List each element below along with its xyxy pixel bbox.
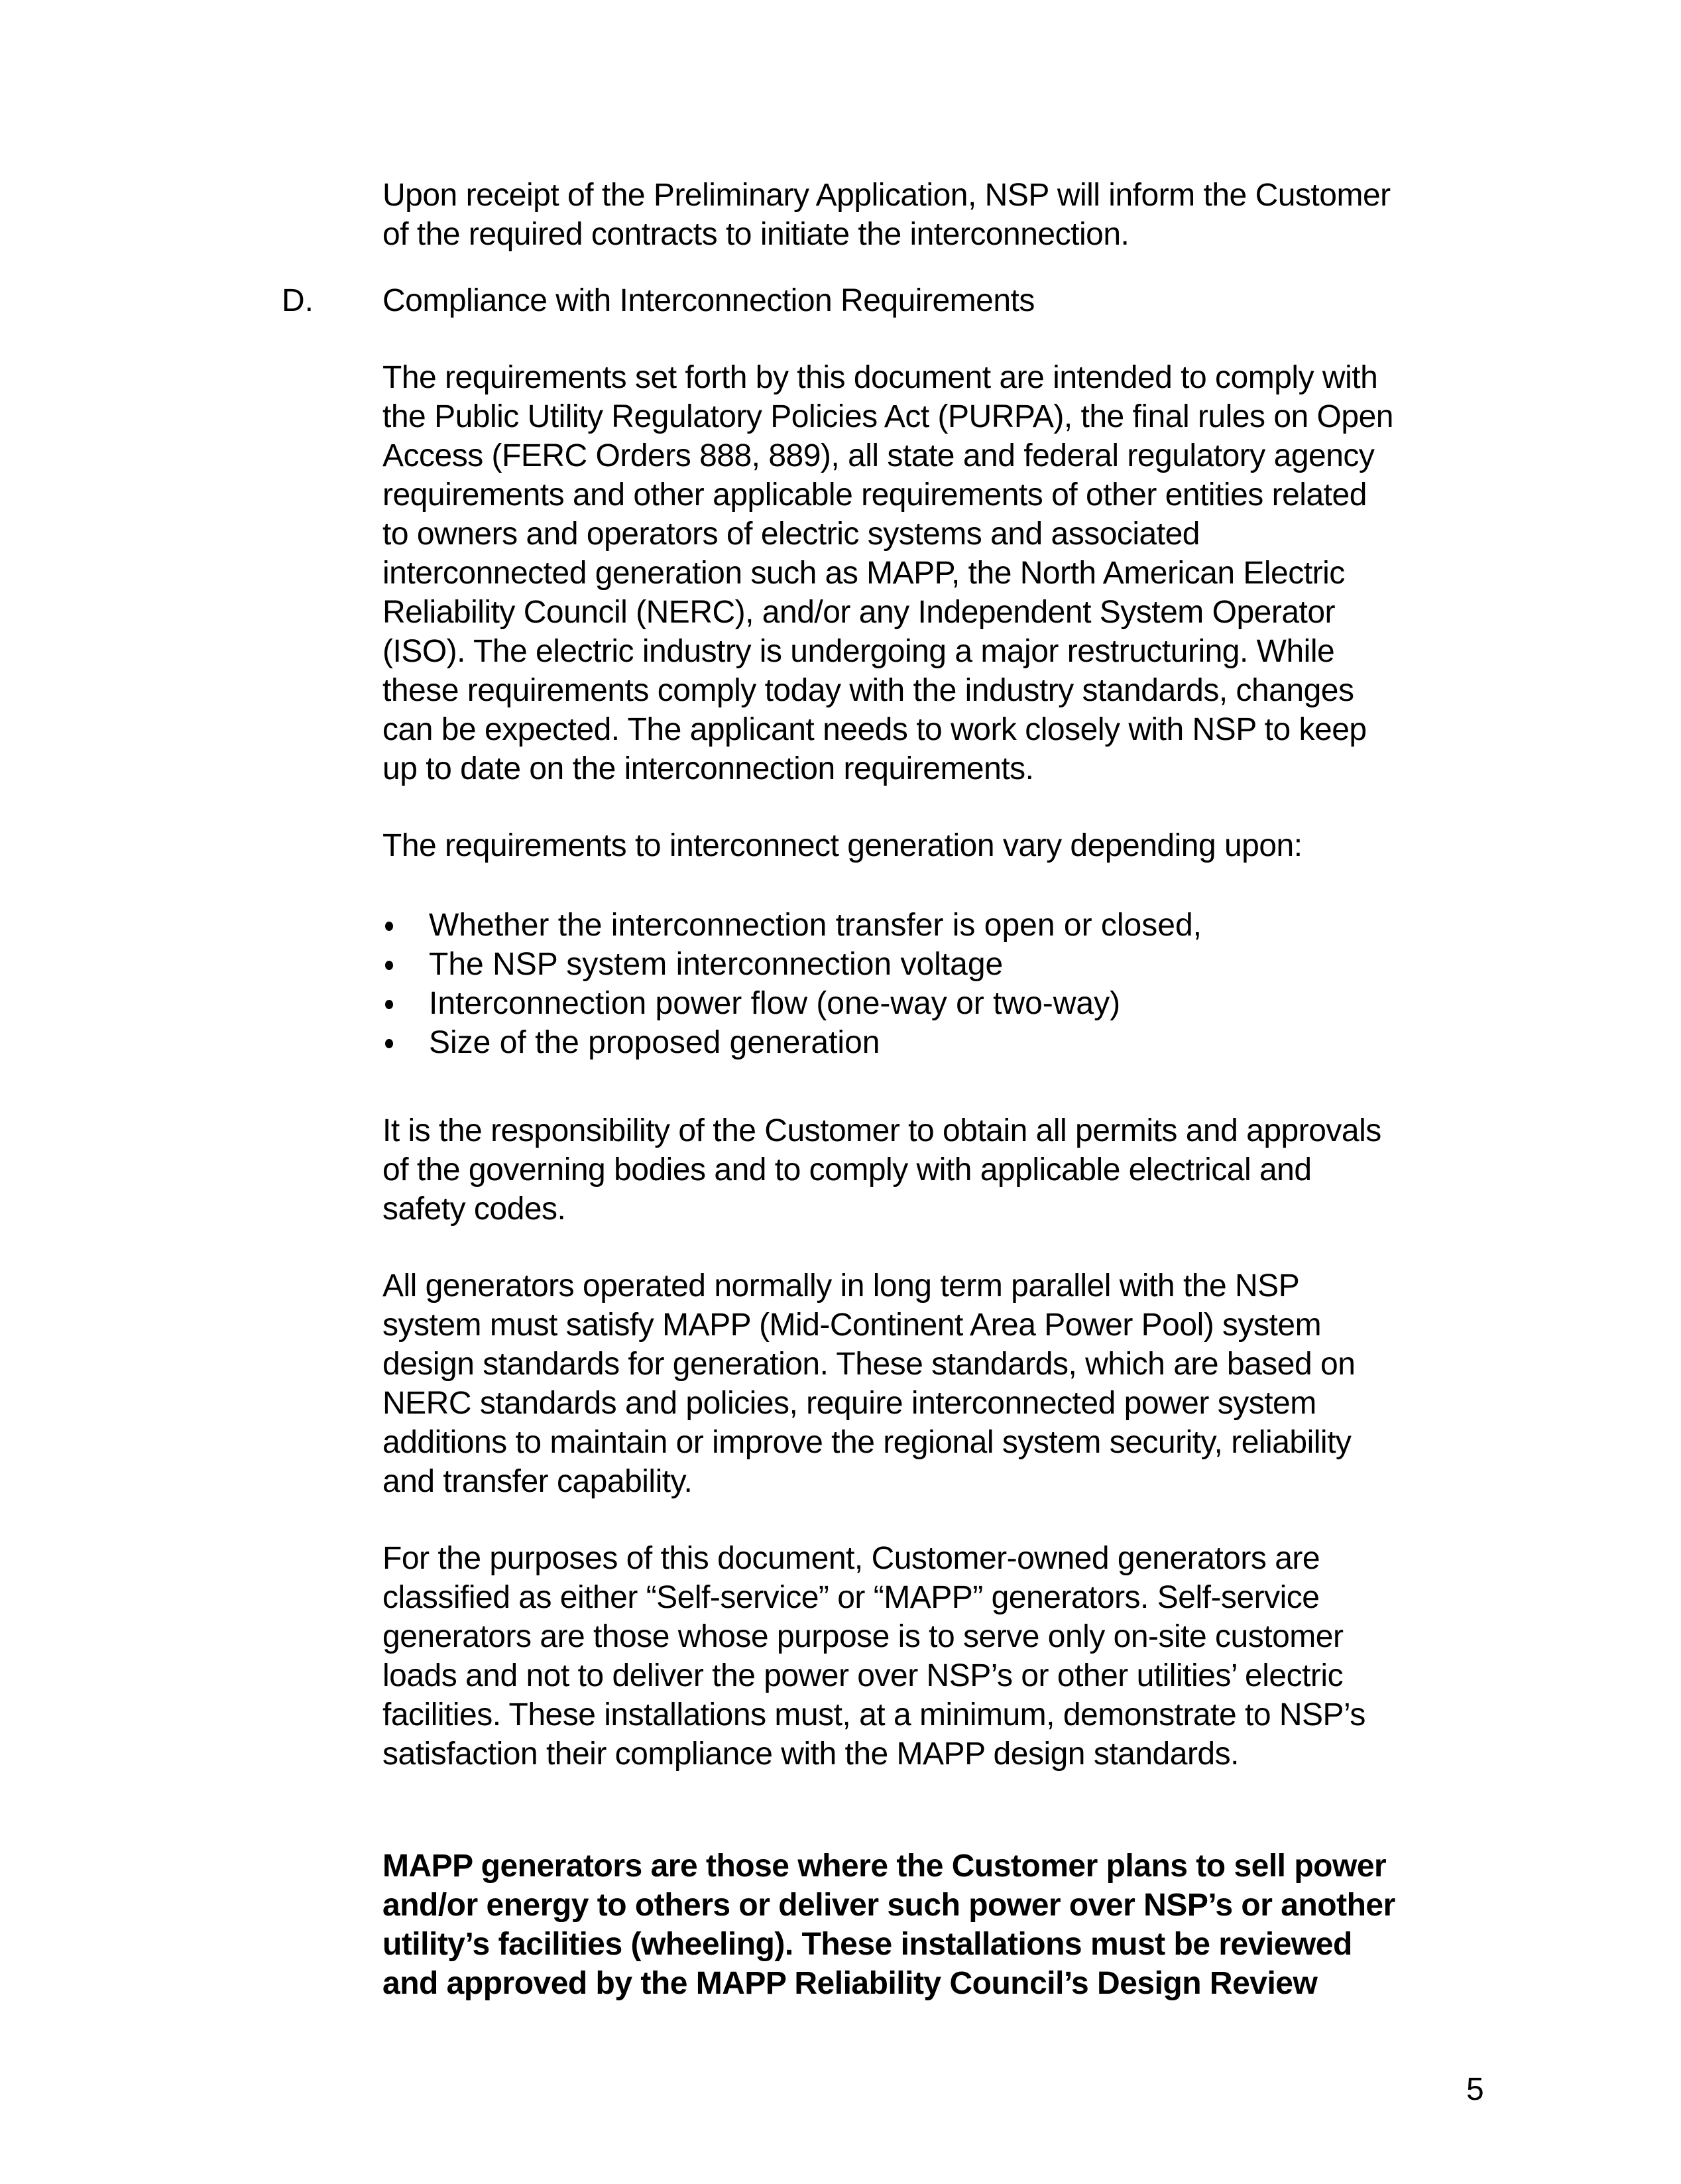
- section-title: Compliance with Interconnection Requirements: [382, 283, 1035, 318]
- text-line: It is the responsibility of the Customer to obtain all permits and approvals: [382, 1113, 1381, 1148]
- text-line: the Public Utility Regulatory Policies Act (PURPA), the final rules on Open: [382, 399, 1393, 434]
- text-line: design standards for generation. These standards, which are based on: [382, 1347, 1356, 1382]
- text-line: generators are those whose purpose is to serve only on-site customer: [382, 1619, 1344, 1654]
- text-line: utility’s facilities (wheeling). These installations must be reviewed: [382, 1927, 1352, 1962]
- text-line: up to date on the interconnection requirements.: [382, 751, 1034, 786]
- text-line: The requirements to interconnect generation vary depending upon:: [382, 828, 1303, 863]
- text-line: and transfer capability.: [382, 1464, 693, 1499]
- text-line: For the purposes of this document, Customer-owned generators are: [382, 1541, 1320, 1576]
- text-line: of the required contracts to initiate the interconnection.: [382, 217, 1130, 252]
- text-line: NERC standards and policies, require interconnected power system: [382, 1386, 1316, 1421]
- text-line: and/or energy to others or deliver such power over NSP’s or another: [382, 1888, 1395, 1923]
- text-line: classified as either “Self-service” or “MAPP” generators. Self-service: [382, 1580, 1320, 1615]
- text-line: Reliability Council (NERC), and/or any Independent System Operator: [382, 595, 1336, 630]
- text-line: Upon receipt of the Preliminary Application, NSP will inform the Customer: [382, 178, 1391, 213]
- text-line: The requirements set forth by this document are intended to comply with: [382, 360, 1378, 395]
- page-number: 5: [1466, 2072, 1484, 2107]
- section-letter: D.: [282, 283, 314, 318]
- text-line: safety codes.: [382, 1191, 566, 1227]
- text-line: (ISO). The electric industry is undergoing a major restructuring. While: [382, 634, 1335, 669]
- text-line: and approved by the MAPP Reliability Council’s Design Review: [382, 1966, 1318, 2001]
- text-line: these requirements comply today with the industry standards, changes: [382, 673, 1354, 708]
- text-line: can be expected. The applicant needs to work closely with NSP to keep: [382, 712, 1367, 747]
- text-line: MAPP generators are those where the Customer plans to sell power: [382, 1849, 1387, 1884]
- text-line: requirements and other applicable requirements of other entities related: [382, 477, 1367, 513]
- text-line: Access (FERC Orders 888, 889), all state and federal regulatory agency: [382, 438, 1375, 473]
- text-line: facilities. These installations must, at a minimum, demonstrate to NSP’s: [382, 1697, 1365, 1732]
- text-line: loads and not to deliver the power over NSP’s or other utilities’ electric: [382, 1658, 1344, 1693]
- text-line: of the governing bodies and to comply with applicable electrical and: [382, 1152, 1312, 1187]
- list-item-text: Whether the interconnection transfer is open or closed,: [429, 908, 1202, 943]
- text-line: additions to maintain or improve the regional system security, reliability: [382, 1425, 1352, 1460]
- list-item-text: Size of the proposed generation: [429, 1025, 880, 1060]
- text-line: interconnected generation such as MAPP, the North American Electric: [382, 556, 1345, 591]
- list-item-text: Interconnection power flow (one-way or two-way): [429, 986, 1121, 1021]
- text-line: satisfaction their compliance with the MAPP design standards.: [382, 1736, 1239, 1772]
- text-line: All generators operated normally in long term parallel with the NSP: [382, 1268, 1300, 1304]
- text-line: to owners and operators of electric systems and associated: [382, 516, 1200, 552]
- text-line: system must satisfy MAPP (Mid-Continent Area Power Pool) system: [382, 1307, 1322, 1343]
- list-item-text: The NSP system interconnection voltage: [429, 947, 1004, 982]
